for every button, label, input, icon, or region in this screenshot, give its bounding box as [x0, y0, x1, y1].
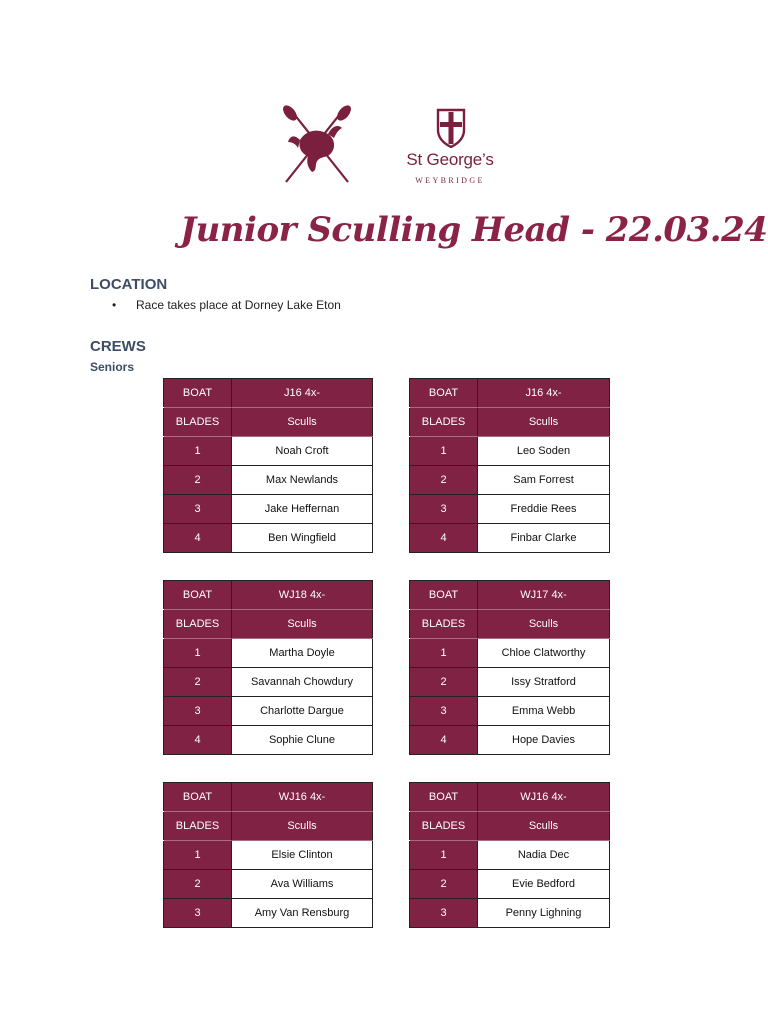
- seat-number: 2: [164, 466, 232, 495]
- table-row: [164, 841, 373, 870]
- boat-label: BOAT: [164, 379, 232, 408]
- crews-subheading: Seniors: [90, 360, 135, 374]
- seat-number: 4: [164, 726, 232, 755]
- rower-name: Sophie Clune: [232, 726, 373, 755]
- rower-name: Evie Bedford: [478, 870, 610, 899]
- table-row: [410, 466, 610, 495]
- boat-label: BOAT: [410, 581, 478, 610]
- blades-row: [164, 812, 373, 841]
- seat-number: 4: [410, 726, 478, 755]
- table-row: [410, 841, 610, 870]
- rower-name: Jake Heffernan: [232, 495, 373, 524]
- rower-name: Hope Davies: [478, 726, 610, 755]
- boat-value: J16 4x-: [478, 379, 610, 408]
- bullet-icon: •: [112, 298, 117, 312]
- crew-table: [409, 782, 610, 928]
- blades-row: [164, 408, 373, 437]
- crew-table: [409, 580, 610, 755]
- location-heading: LOCATION: [90, 276, 168, 293]
- school-subtitle: WEYBRIDGE: [415, 176, 485, 185]
- seat-number: 3: [164, 697, 232, 726]
- boat-label: BOAT: [164, 783, 232, 812]
- seat-number: 2: [410, 668, 478, 697]
- table-row: [164, 668, 373, 697]
- blades-row: [410, 408, 610, 437]
- seat-number: 3: [164, 899, 232, 928]
- table-row: [164, 899, 373, 928]
- table-row: [410, 726, 610, 755]
- table-row: [164, 495, 373, 524]
- shield-cross-icon: [436, 108, 466, 148]
- blades-value: Sculls: [478, 610, 610, 639]
- rower-name: Chloe Clatworthy: [478, 639, 610, 668]
- boat-value: J16 4x-: [232, 379, 373, 408]
- crew-table: [163, 378, 373, 553]
- bullet-text: Race takes place at Dorney Lake Eton: [136, 298, 341, 312]
- boat-row: [164, 783, 373, 812]
- rower-name: Nadia Dec: [478, 841, 610, 870]
- crew-table: [163, 580, 373, 755]
- boat-label: BOAT: [410, 379, 478, 408]
- boat-value: WJ17 4x-: [478, 581, 610, 610]
- blades-label: BLADES: [410, 408, 478, 437]
- rower-name: Finbar Clarke: [478, 524, 610, 553]
- boat-value: WJ16 4x-: [478, 783, 610, 812]
- crew-table: [163, 782, 373, 928]
- seat-number: 1: [164, 841, 232, 870]
- rower-name: Ben Wingfield: [232, 524, 373, 553]
- table-row: [164, 870, 373, 899]
- school-logo: [400, 100, 500, 192]
- blades-value: Sculls: [232, 812, 373, 841]
- rower-name: Elsie Clinton: [232, 841, 373, 870]
- table-row: [164, 697, 373, 726]
- seat-number: 2: [410, 466, 478, 495]
- seat-number: 2: [164, 668, 232, 697]
- rower-name: Martha Doyle: [232, 639, 373, 668]
- table-row: [410, 870, 610, 899]
- seat-number: 3: [164, 495, 232, 524]
- boat-value: WJ18 4x-: [232, 581, 373, 610]
- table-row: [410, 899, 610, 928]
- seat-number: 2: [164, 870, 232, 899]
- boat-row: [164, 379, 373, 408]
- blades-label: BLADES: [164, 408, 232, 437]
- boat-row: [410, 783, 610, 812]
- page-title: Junior Sculling Head - 22.03.24: [180, 210, 768, 250]
- blades-label: BLADES: [164, 812, 232, 841]
- table-row: [410, 495, 610, 524]
- boat-label: BOAT: [410, 783, 478, 812]
- rower-name: Leo Soden: [478, 437, 610, 466]
- table-row: [410, 697, 610, 726]
- table-row: [164, 466, 373, 495]
- blades-value: Sculls: [478, 812, 610, 841]
- crews-heading: CREWS: [90, 338, 146, 355]
- table-row: [164, 437, 373, 466]
- blades-row: [410, 610, 610, 639]
- dragon-crossed-oars-icon: [278, 104, 356, 188]
- rower-name: Charlotte Dargue: [232, 697, 373, 726]
- rower-name: Sam Forrest: [478, 466, 610, 495]
- table-row: [410, 437, 610, 466]
- rower-name: Issy Stratford: [478, 668, 610, 697]
- seat-number: 3: [410, 495, 478, 524]
- rower-name: Savannah Chowdury: [232, 668, 373, 697]
- seat-number: 4: [410, 524, 478, 553]
- boat-row: [164, 581, 373, 610]
- table-row: [164, 524, 373, 553]
- seat-number: 3: [410, 697, 478, 726]
- boat-row: [410, 581, 610, 610]
- seat-number: 1: [164, 639, 232, 668]
- seat-number: 4: [164, 524, 232, 553]
- boat-label: BOAT: [164, 581, 232, 610]
- rower-name: Penny Lighning: [478, 899, 610, 928]
- blades-value: Sculls: [478, 408, 610, 437]
- table-row: [164, 639, 373, 668]
- crew-table: [409, 378, 610, 553]
- boat-value: WJ16 4x-: [232, 783, 373, 812]
- blades-value: Sculls: [232, 610, 373, 639]
- seat-number: 2: [410, 870, 478, 899]
- rower-name: Noah Croft: [232, 437, 373, 466]
- blades-label: BLADES: [164, 610, 232, 639]
- blades-label: BLADES: [410, 610, 478, 639]
- location-bullet: [112, 298, 341, 312]
- rower-name: Amy Van Rensburg: [232, 899, 373, 928]
- seat-number: 1: [410, 841, 478, 870]
- boat-row: [410, 379, 610, 408]
- table-row: [410, 668, 610, 697]
- rower-name: Ava Williams: [232, 870, 373, 899]
- blades-value: Sculls: [232, 408, 373, 437]
- seat-number: 1: [410, 639, 478, 668]
- seat-number: 3: [410, 899, 478, 928]
- rower-name: Emma Webb: [478, 697, 610, 726]
- table-row: [410, 524, 610, 553]
- school-name: St George’s: [406, 150, 494, 169]
- rower-name: Freddie Rees: [478, 495, 610, 524]
- seat-number: 1: [164, 437, 232, 466]
- blades-row: [164, 610, 373, 639]
- club-logo: [278, 104, 356, 188]
- seat-number: 1: [410, 437, 478, 466]
- blades-label: BLADES: [410, 812, 478, 841]
- table-row: [164, 726, 373, 755]
- rower-name: Max Newlands: [232, 466, 373, 495]
- table-row: [410, 639, 610, 668]
- blades-row: [410, 812, 610, 841]
